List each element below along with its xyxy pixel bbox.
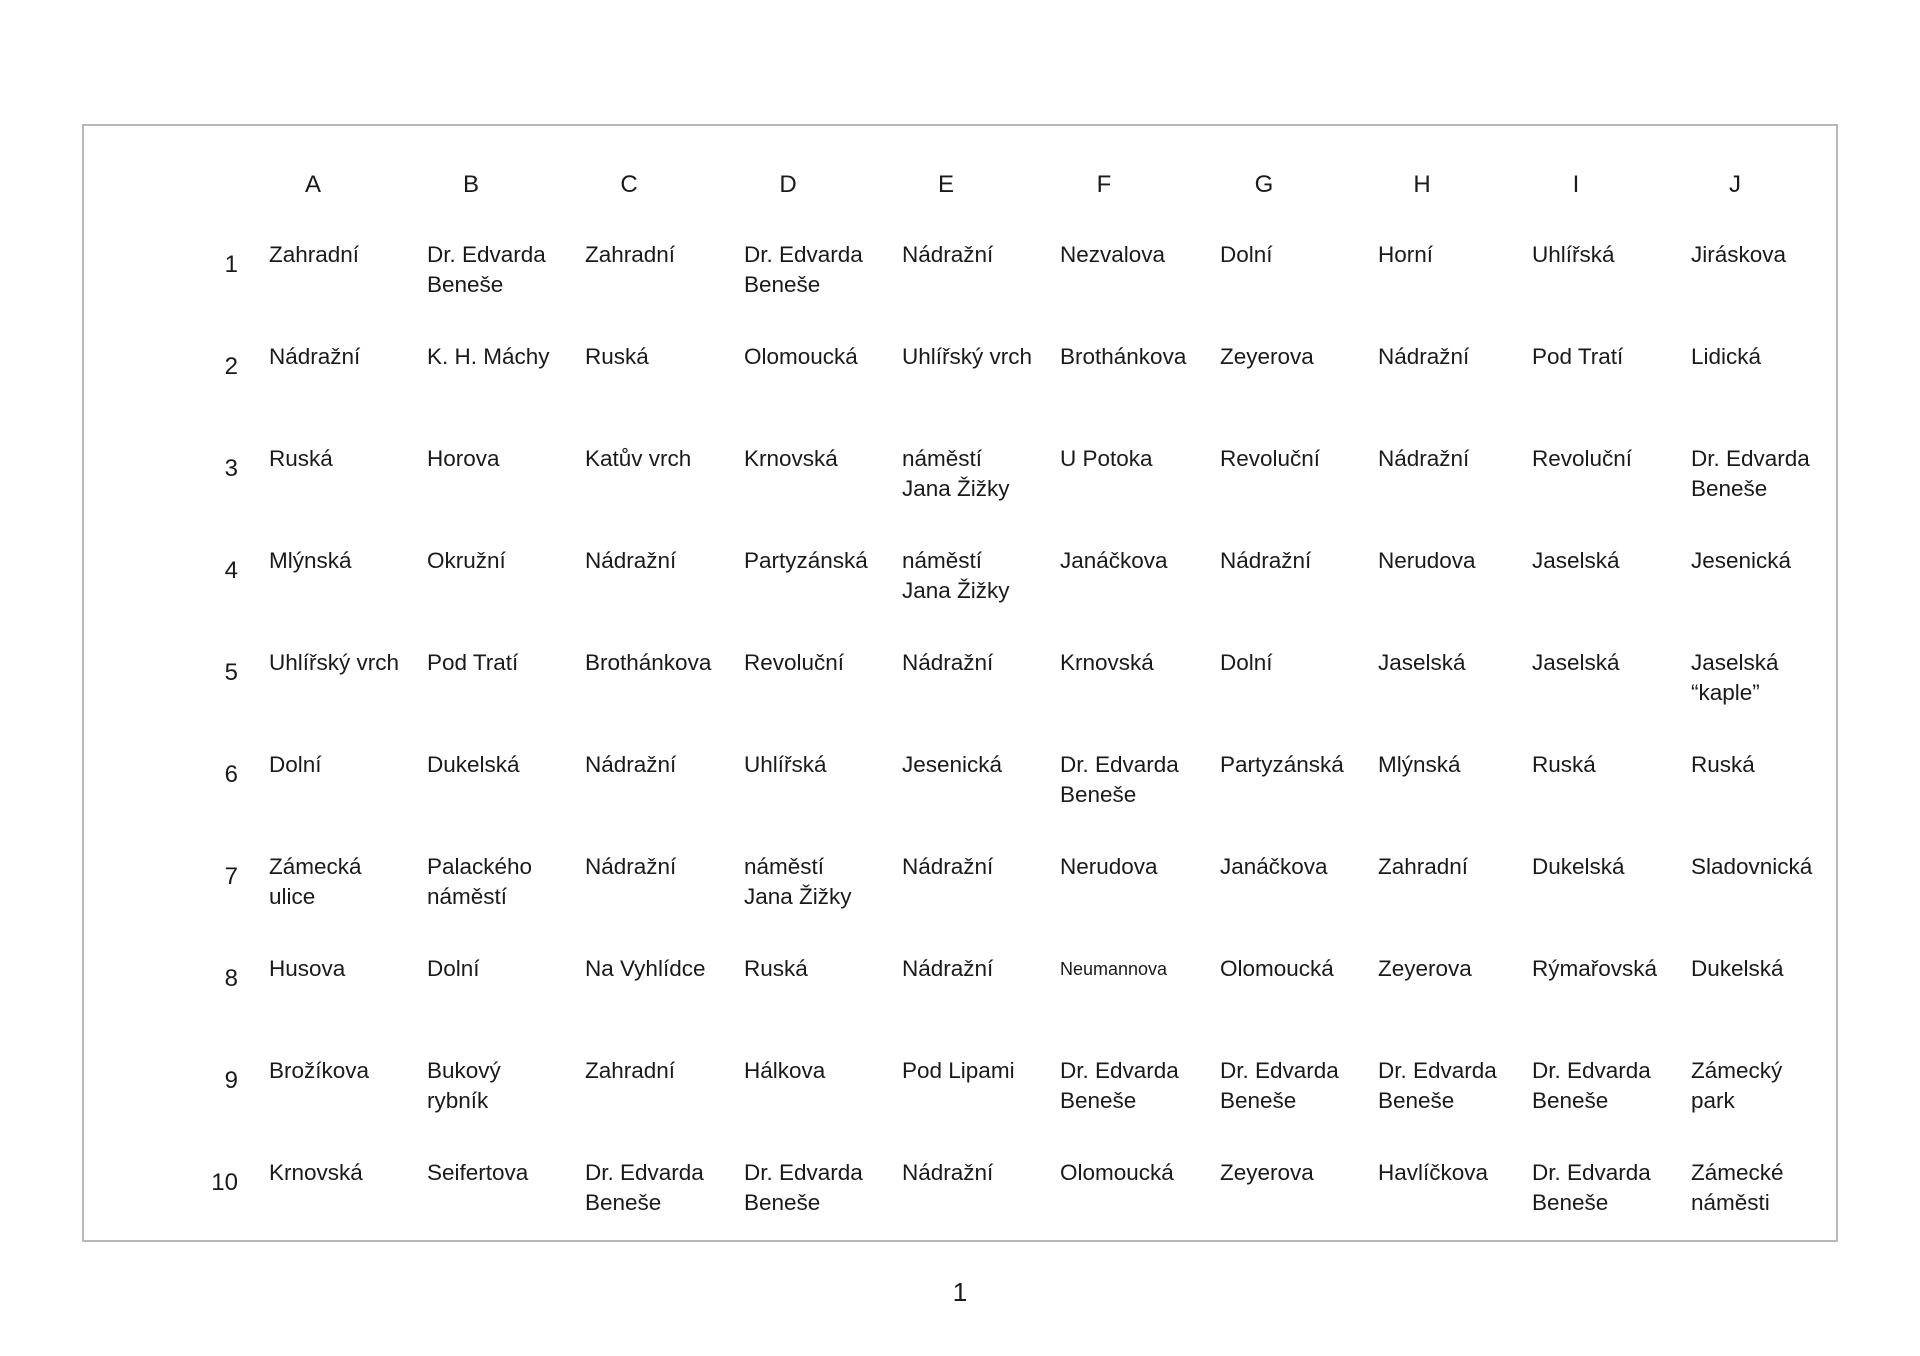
column-header-g: G	[1254, 171, 1274, 198]
table-cell: Partyzánská	[1220, 752, 1344, 777]
table-cell: Krnovská	[1060, 650, 1154, 675]
table-cell: Hálkova	[744, 1058, 826, 1083]
table-cell: Dolní	[1220, 650, 1273, 675]
table-cell: Jaselská	[1532, 650, 1620, 675]
table-cell: Uhlířská	[1532, 242, 1615, 267]
table-cell: Krnovská	[269, 1160, 363, 1185]
column-header-a: A	[304, 171, 321, 198]
table-cell: Horova	[427, 446, 500, 471]
table-cell: Husova	[269, 956, 346, 981]
table-cell: Zámecký park	[1691, 1058, 1783, 1113]
table-cell: Mlýnská	[269, 548, 352, 573]
table-cell: Dr. Edvarda Beneše	[585, 1160, 704, 1215]
table-cell: Palackého náměstí	[427, 854, 533, 909]
table-cell: Okružní	[427, 548, 506, 573]
table-cell: Dr. Edvarda Beneše	[1691, 446, 1810, 501]
row-header-10: 10	[211, 1169, 238, 1196]
row-header-9: 9	[224, 1067, 238, 1094]
table-cell: Ruská	[585, 344, 649, 369]
table-cell: Dr. Edvarda Beneše	[744, 242, 863, 297]
table-cell: Jesenická	[1691, 548, 1792, 573]
table-cell: Pod Lipami	[902, 1058, 1015, 1083]
table-cell: Nerudova	[1060, 854, 1158, 879]
table-cell: Brothánkova	[1060, 344, 1187, 369]
table-cell: Janáčkova	[1220, 854, 1328, 879]
table-cell: Havlíčkova	[1378, 1160, 1489, 1185]
table-cell: Olomoucká	[1060, 1160, 1174, 1185]
table-cell: Nerudova	[1378, 548, 1476, 573]
table-cell: Neumannova	[1060, 959, 1168, 979]
row-header-1: 1	[224, 251, 238, 278]
table-cell: Nádražní	[902, 242, 994, 267]
table-cell: Dolní	[427, 956, 480, 981]
page-number: 1	[952, 1277, 968, 1307]
table-cell: Zámecká ulice	[269, 854, 362, 909]
table-cell: náměstí Jana Žižky	[902, 548, 1010, 603]
table-cell: Janáčkova	[1060, 548, 1168, 573]
column-header-c: C	[620, 171, 638, 198]
table-cell: Dr. Edvarda Beneše	[1220, 1058, 1339, 1113]
table-cell: Dr. Edvarda Beneše	[1532, 1058, 1651, 1113]
table-cell: Uhlířský vrch	[902, 344, 1033, 369]
table-cell: Olomoucká	[1220, 956, 1334, 981]
table-cell: Ruská	[1691, 752, 1755, 777]
table-cell: Dukelská	[1691, 956, 1784, 981]
table-cell: Jaselská	[1532, 548, 1620, 573]
table-cell: Revoluční	[744, 650, 845, 675]
table-cell: Nádražní	[269, 344, 361, 369]
table-cell: Nádražní	[585, 752, 677, 777]
table-cell: Jiráskova	[1691, 242, 1787, 267]
table-cell: Jesenická	[902, 752, 1003, 777]
table-cell: Nádražní	[1378, 344, 1470, 369]
table-cell: Zahradní	[269, 242, 360, 267]
table-cell: Mlýnská	[1378, 752, 1461, 777]
table-cell: Zahradní	[1378, 854, 1469, 879]
table-cell: Katův vrch	[585, 446, 692, 471]
table-cell: Seifertova	[427, 1160, 529, 1185]
table-cell: Pod Tratí	[427, 650, 519, 675]
column-header-f: F	[1096, 171, 1112, 198]
table-cell: Ruská	[269, 446, 333, 471]
column-header-j: J	[1729, 171, 1741, 198]
column-header-h: H	[1413, 171, 1431, 198]
table-cell: U Potoka	[1060, 446, 1153, 471]
table-cell: Uhlířský vrch	[269, 650, 400, 675]
table-cell: náměstí Jana Žižky	[744, 854, 852, 909]
table-cell: Lidická	[1691, 344, 1762, 369]
table-cell: Dr. Edvarda Beneše	[1532, 1160, 1651, 1215]
row-header-2: 2	[224, 353, 238, 380]
table-cell: Uhlířská	[744, 752, 827, 777]
row-header-6: 6	[224, 761, 238, 788]
table-cell: Nádražní	[1378, 446, 1470, 471]
table-cell: Dukelská	[427, 752, 520, 777]
table-cell: Zeyerova	[1378, 956, 1472, 981]
table-cell: Olomoucká	[744, 344, 858, 369]
table-cell: Bukový rybník	[427, 1058, 501, 1113]
row-header-3: 3	[224, 455, 238, 482]
table-cell: Nádražní	[902, 854, 994, 879]
table-cell: Dukelská	[1532, 854, 1625, 879]
table-cell: Jaselská	[1378, 650, 1466, 675]
row-header-8: 8	[224, 965, 238, 992]
table-cell: Nádražní	[902, 1160, 994, 1185]
table-cell: Nezvalova	[1060, 242, 1166, 267]
column-header-e: E	[937, 171, 954, 198]
table-cell: Revoluční	[1220, 446, 1321, 471]
table-cell: Ruská	[1532, 752, 1596, 777]
table-cell: Nádražní	[902, 956, 994, 981]
table-cell: Brožíkova	[269, 1058, 370, 1083]
table-cell: Dolní	[1220, 242, 1273, 267]
table-cell: Jaselská “kaple”	[1691, 650, 1779, 705]
table-cell: náměstí Jana Žižky	[902, 446, 1010, 501]
column-header-d: D	[779, 171, 797, 198]
table-cell: Nádražní	[1220, 548, 1312, 573]
table-cell: Ruská	[744, 956, 808, 981]
table-cell: Dr. Edvarda Beneše	[1060, 1058, 1179, 1113]
table-cell: Horní	[1378, 242, 1434, 267]
table-cell: Nádražní	[902, 650, 994, 675]
table-cell: Partyzánská	[744, 548, 868, 573]
table-cell: Zahradní	[585, 1058, 676, 1083]
column-header-i: I	[1572, 171, 1580, 198]
table-cell: Zahradní	[585, 242, 676, 267]
table-cell: K. H. Máchy	[427, 344, 550, 369]
row-header-5: 5	[224, 659, 238, 686]
table-cell: Nádražní	[585, 854, 677, 879]
table-cell: Zámecké náměsti	[1691, 1160, 1784, 1215]
table-cell: Dr. Edvarda Beneše	[1378, 1058, 1497, 1113]
table-cell: Zeyerova	[1220, 344, 1314, 369]
row-header-7: 7	[224, 863, 238, 890]
table-cell: Dolní	[269, 752, 322, 777]
table-cell: Rýmařovská	[1532, 956, 1658, 981]
table-cell: Krnovská	[744, 446, 838, 471]
table-cell: Na Vyhlídce	[585, 956, 706, 981]
table-cell: Brothánkova	[585, 650, 712, 675]
table-cell: Zeyerova	[1220, 1160, 1314, 1185]
table-cell: Nádražní	[585, 548, 677, 573]
column-header-b: B	[462, 171, 479, 198]
table-cell: Dr. Edvarda Beneše	[744, 1160, 863, 1215]
table-cell: Dr. Edvarda Beneše	[427, 242, 546, 297]
table-cell: Dr. Edvarda Beneše	[1060, 752, 1179, 807]
row-header-4: 4	[224, 557, 238, 584]
table-cell: Pod Tratí	[1532, 344, 1624, 369]
table-cell: Sladovnická	[1691, 854, 1813, 879]
table-cell: Revoluční	[1532, 446, 1633, 471]
